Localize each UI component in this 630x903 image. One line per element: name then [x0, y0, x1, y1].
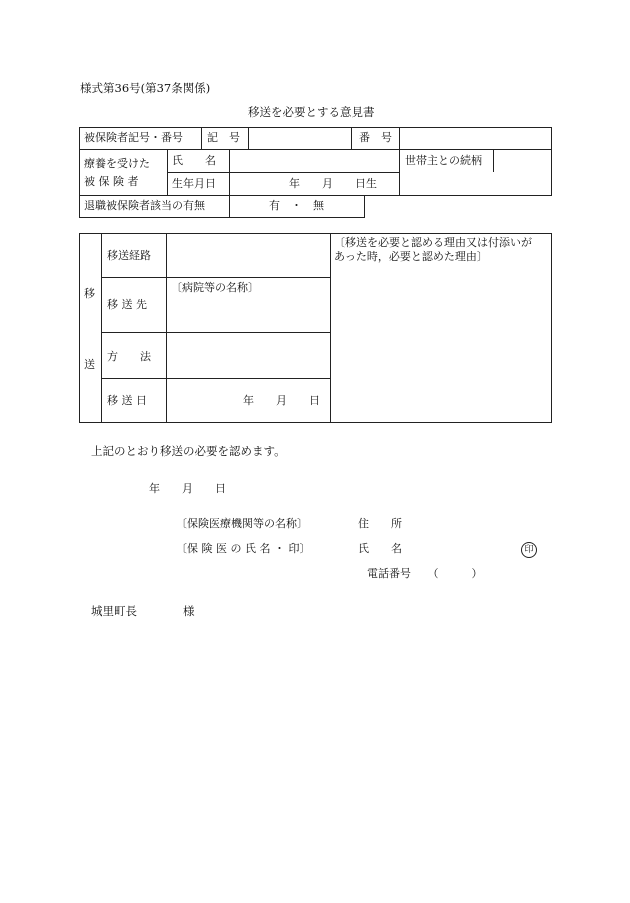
birthdate-value: 年 月 日生	[289, 177, 377, 190]
document-title: 移送を必要とする意見書	[248, 105, 375, 119]
seal-icon: 印	[521, 542, 537, 558]
phone-label: 電話番号 （ ）	[367, 567, 483, 580]
insured-symbol-number-label: 被保険者記号・番号	[84, 131, 183, 144]
doctor-label: 〔保 険 医 の 氏 名 ・ 印〕	[176, 542, 311, 555]
form-number: 様式第36号(第37条関係)	[80, 81, 211, 95]
reason-label-line1: 〔移送を必要と認める理由又は付添いが	[334, 236, 532, 249]
retired-label: 退職被保険者該当の有無	[84, 199, 205, 212]
symbol-label: 記 号	[207, 131, 240, 144]
name-label: 氏 名	[172, 154, 216, 167]
transfer-date-value: 年 月 日	[243, 394, 320, 407]
retired-value: 有 ・ 無	[269, 199, 324, 212]
patient-label-line1: 療養を受けた	[84, 157, 150, 170]
certify-text: 上記のとおり移送の必要を認めます。	[91, 444, 286, 458]
transfer-side-label-bottom: 送	[84, 358, 95, 371]
number-label: 番 号	[359, 131, 392, 144]
address-label: 住 所	[358, 517, 402, 530]
date-line: 年 月 日	[149, 482, 226, 495]
route-label: 移送経路	[107, 249, 151, 262]
destination-label: 移 送 先	[107, 298, 147, 311]
transfer-side-label-top: 移	[84, 287, 95, 300]
transfer-date-label: 移 送 日	[107, 394, 147, 407]
hospital-name-label: 〔病院等の名称〕	[171, 281, 259, 294]
relation-label: 世帯主との続柄	[405, 154, 482, 167]
addressee: 城里町長 様	[91, 604, 195, 618]
institution-label: 〔保険医療機関等の名称〕	[176, 517, 308, 530]
method-label: 方 法	[107, 350, 151, 363]
patient-label-line2: 被 保 険 者	[84, 175, 139, 188]
birthdate-label: 生年月日	[172, 177, 216, 190]
reason-label-line2: あった時，必要と認めた理由〕	[334, 250, 488, 263]
doctor-name-label: 氏 名	[358, 542, 402, 555]
